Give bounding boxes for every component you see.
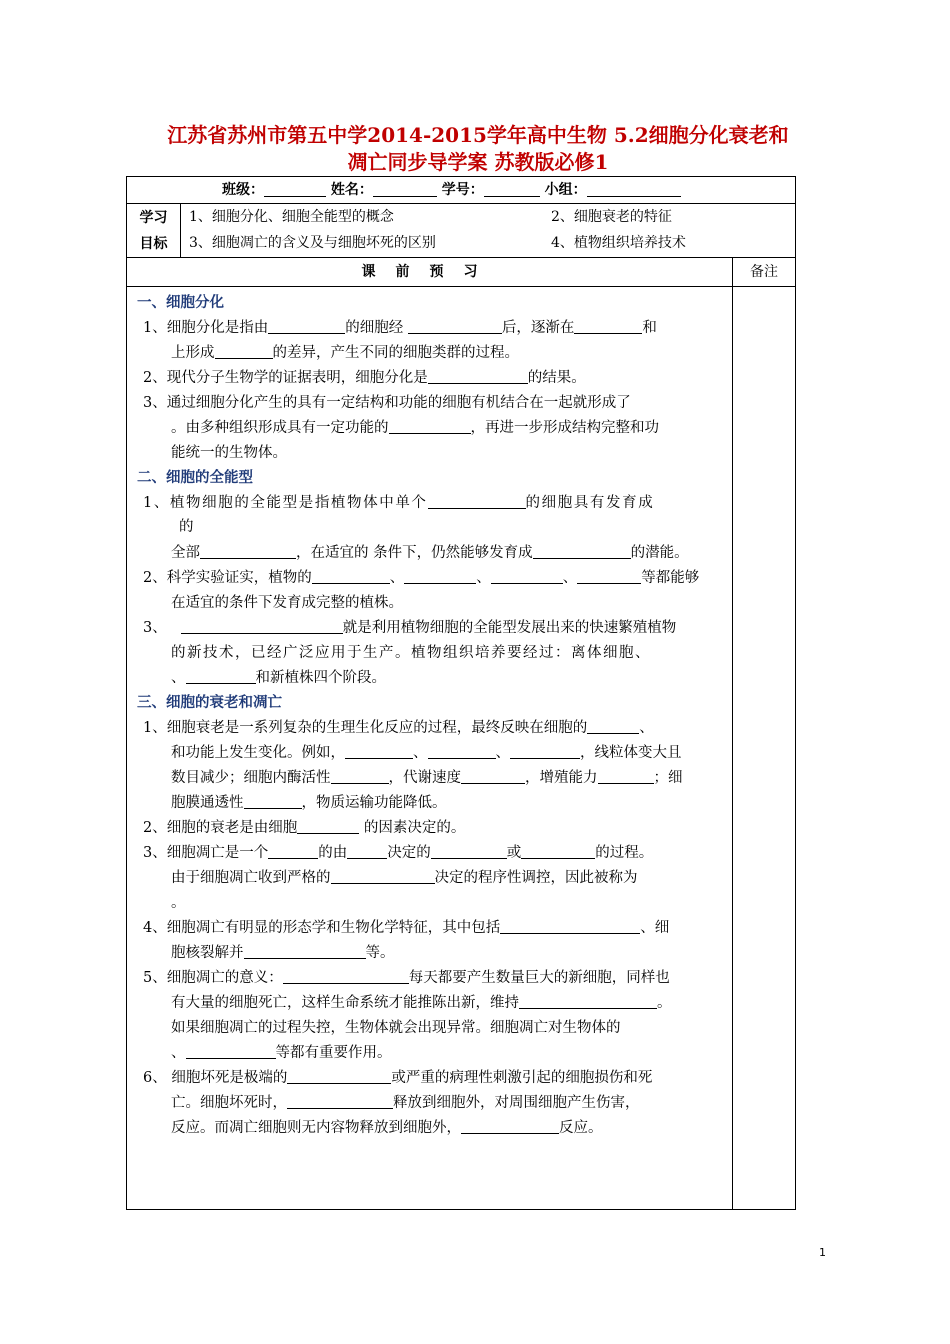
answer-blank[interactable]	[408, 319, 502, 334]
section-heading-1: 一、细胞分化	[137, 294, 224, 311]
answer-blank[interactable]	[533, 544, 631, 559]
question-1-2: 2、现代分子生物学的证据表明，细胞分化是 的结果。	[143, 370, 586, 386]
question-3-4-cont: 胞核裂解并 等。	[171, 945, 395, 961]
notes-cell[interactable]	[733, 286, 795, 1209]
group-label: 小组：	[544, 182, 587, 198]
answer-blank[interactable]	[574, 319, 642, 334]
answer-blank[interactable]	[500, 919, 640, 934]
answer-blank[interactable]	[404, 569, 476, 584]
question-3-1-cont-2: 数目减少；细胞内酶活性 ，代谢速度 ，增殖能力 ；细	[171, 770, 683, 786]
id-blank[interactable]	[484, 181, 540, 197]
answer-blank[interactable]	[181, 619, 343, 634]
answer-blank[interactable]	[268, 319, 345, 334]
group-blank[interactable]	[587, 181, 681, 197]
class-blank[interactable]	[264, 181, 326, 197]
answer-blank[interactable]	[331, 869, 435, 884]
answer-blank[interactable]	[461, 1119, 559, 1134]
question-1-3-cont: 。由多种组织形成具有一定功能的 ，再进一步形成结构完整和功	[171, 420, 659, 436]
preview-header-row	[127, 258, 795, 286]
question-3-4: 4、细胞凋亡有明显的形态学和生物化学特征，其中包括 、细	[143, 920, 670, 936]
question-1-1: 1、细胞分化是指由 的细胞经 后，逐渐在 和	[143, 320, 657, 336]
study-guide-table	[126, 176, 796, 1210]
question-1-3: 3、通过细胞分化产生的具有一定结构和功能的细胞有机结合在一起就形成了	[143, 395, 631, 411]
question-3-3-cont: 由于细胞凋亡收到严格的 决定的程序性调控，因此被称为	[171, 870, 638, 886]
answer-blank[interactable]	[186, 1044, 276, 1059]
question-2-3-cont: 的新技术，已经广泛应用于生产。植物组织培养要经过：离体细胞、	[171, 645, 651, 661]
goals-label-line-1: 学习	[139, 210, 168, 226]
answer-blank[interactable]	[287, 1094, 393, 1109]
question-2-1: 1、植物细胞的全能型是指植物体中单个 的细胞具有发育成	[143, 495, 655, 511]
notes-heading: 备注	[750, 264, 778, 280]
question-3-5-end: 、 等都有重要作用。	[171, 1045, 392, 1061]
question-3-3-end: 。	[171, 895, 186, 911]
answer-blank[interactable]	[283, 969, 409, 984]
question-2-1-end: 全部 ，在适宜的 条件下，仍然能够发育成 的潜能。	[171, 545, 689, 561]
document-title	[128, 122, 828, 176]
answer-blank[interactable]	[268, 844, 318, 859]
question-3-1: 1、细胞衰老是一系列复杂的生理生化反应的过程，最终反映在细胞的 、	[143, 720, 654, 736]
name-label: 姓名：	[330, 182, 373, 198]
question-3-1-end: 胞膜通透性 ，物质运输功能降低。	[171, 795, 447, 811]
learning-goals-row	[127, 204, 795, 258]
answer-blank[interactable]	[186, 669, 256, 684]
goal-item-1: 1、细胞分化、细胞全能型的概念	[189, 209, 394, 225]
answer-blank[interactable]	[297, 819, 359, 834]
question-3-2: 2、细胞的衰老是由细胞 的因素决定的。	[143, 820, 466, 836]
question-3-6: 6、 细胞坏死是极端的 或严重的病理性刺激引起的细胞损伤和死	[143, 1070, 653, 1086]
goals-label-line-2: 目标	[139, 236, 168, 252]
question-2-1-cont: 的	[179, 519, 194, 535]
answer-blank[interactable]	[345, 744, 413, 759]
question-3-3: 3、细胞凋亡是一个 的由 决定的 或 的过程。	[143, 845, 654, 861]
answer-blank[interactable]	[431, 844, 507, 859]
answer-blank[interactable]	[347, 844, 387, 859]
question-2-2-cont: 在适宜的条件下发育成完整的植株。	[171, 595, 403, 611]
question-2-3-end: 、 和新植株四个阶段。	[171, 670, 386, 686]
question-2-2: 2、科学实验证实，植物的 、 、 、 等都能够	[143, 570, 700, 586]
question-1-3-end: 能统一的生物体。	[171, 445, 287, 461]
answer-blank[interactable]	[428, 744, 496, 759]
answer-blank[interactable]	[215, 344, 273, 359]
answer-blank[interactable]	[510, 744, 580, 759]
question-2-3: 3、 就是利用植物细胞的全能型发展出来的快速繁殖植物	[143, 620, 677, 636]
question-3-5: 5、细胞凋亡的意义： 每天都要产生数量巨大的新细胞，同样也	[143, 970, 670, 986]
id-label: 学号：	[441, 182, 484, 198]
answer-blank[interactable]	[428, 494, 526, 509]
preview-content-cell	[127, 286, 733, 1209]
section-heading-3: 三、细胞的衰老和凋亡	[137, 694, 282, 711]
section-heading-2: 二、细胞的全能型	[137, 469, 253, 486]
answer-blank[interactable]	[577, 569, 641, 584]
answer-blank[interactable]	[331, 769, 389, 784]
answer-blank[interactable]	[389, 419, 471, 434]
answer-blank[interactable]	[244, 944, 366, 959]
goal-item-3: 3、细胞凋亡的含义及与细胞坏死的区别	[189, 235, 436, 251]
preview-heading: 课前预习	[127, 258, 733, 286]
answer-blank[interactable]	[598, 769, 654, 784]
name-blank[interactable]	[373, 181, 437, 197]
question-3-6-cont: 亡。细胞坏死时， 释放到细胞外，对周围细胞产生伤害，	[171, 1095, 640, 1111]
student-info-row	[127, 177, 795, 204]
question-3-6-end: 反应。而凋亡细胞则无内容物释放到细胞外， 反应。	[171, 1120, 603, 1136]
question-3-1-cont: 和功能上发生变化。例如， 、 、 ，线粒体变大且	[171, 745, 682, 761]
title-line-1: 江苏省苏州市第五中学2014-2015学年高中生物 5.2细胞分化衰老和	[167, 123, 789, 147]
question-1-1-cont: 上形成 的差异，产生不同的细胞类群的过程。	[171, 345, 519, 361]
goals-label	[127, 204, 181, 257]
goal-item-4: 4、植物组织培养技术	[551, 235, 686, 251]
answer-blank[interactable]	[461, 769, 525, 784]
answer-blank[interactable]	[200, 544, 296, 559]
answer-blank[interactable]	[587, 719, 639, 734]
goal-item-2: 2、细胞衰老的特征	[551, 209, 672, 225]
question-3-5-cont: 有大量的细胞死亡，这样生命系统才能推陈出新，维持 。	[171, 995, 672, 1011]
page-number: 1	[819, 1246, 826, 1259]
class-label: 班级：	[222, 182, 264, 198]
question-3-5-cont-2: 如果细胞凋亡的过程失控，生物体就会出现异常。细胞凋亡对生物体的	[171, 1020, 621, 1036]
answer-blank[interactable]	[428, 369, 528, 384]
answer-blank[interactable]	[244, 794, 302, 809]
answer-blank[interactable]	[491, 569, 563, 584]
answer-blank[interactable]	[519, 994, 657, 1009]
answer-blank[interactable]	[521, 844, 595, 859]
answer-blank[interactable]	[287, 1069, 391, 1084]
answer-blank[interactable]	[312, 569, 390, 584]
title-line-2: 凋亡同步导学案 苏教版必修1	[347, 150, 609, 174]
